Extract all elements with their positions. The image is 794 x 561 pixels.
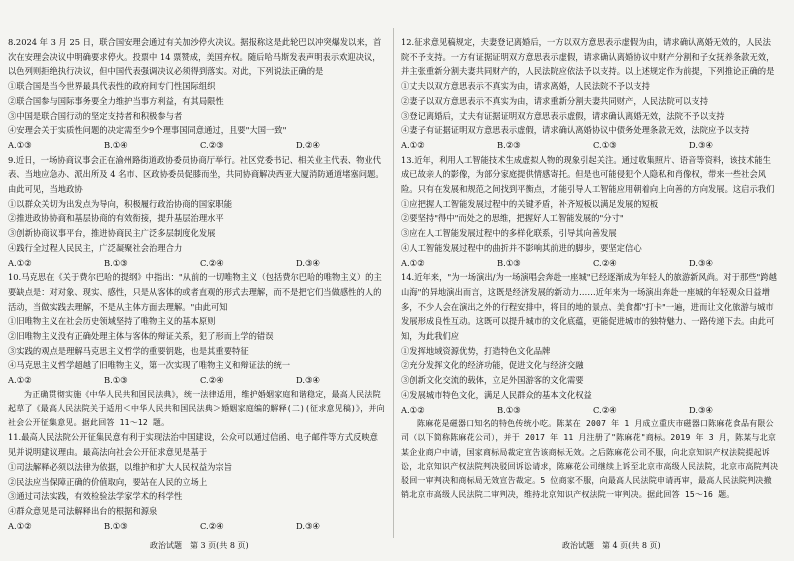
answer-choices	[401, 256, 779, 271]
answer-choices	[8, 256, 386, 271]
right-column	[401, 35, 779, 515]
question-9	[8, 153, 386, 271]
answer-choices	[8, 373, 386, 388]
choice-b: B.①③	[497, 404, 521, 415]
choice-d: D.③④	[296, 375, 320, 386]
option-1: ①联合国是当今世界最具代表性的政府间专门性国际组织	[8, 81, 216, 92]
page-divider	[393, 28, 394, 538]
option-3: ③应在人工智能发展过程中的多样化联系，引导其向善发展	[401, 228, 617, 239]
option-2: ②旧唯物主义没有正确处理主体与客体的辩证关系，犯了形而上学的错误	[8, 331, 274, 342]
choice-a: A.①②	[401, 139, 425, 150]
choice-d: D.③④	[296, 520, 320, 531]
question-stem: 13.近年，利用人工智能技术生成虚拟人物的现象引起关注。通过收集照片、语音等资料，该技术能生成已故亲人的影像，为部分家庭提供情感寄托。但是也可能侵犯个人隐私和肖像权，带来一些社会风险。只有在发展和规范之间找到平衡点，才能引导人工智能应用朝着向上向善的方向发展。这启示我们	[401, 154, 775, 195]
option-4: ④安理会关于实质性问题的决定需至少9个理事国同意通过，且要"大国一致"	[8, 125, 287, 136]
option-1: ①应把握人工智能发展过程中的关键矛盾，补齐短板以满足发展的短板	[401, 198, 659, 209]
choice-a: A.①②	[8, 375, 32, 386]
question-10	[8, 270, 386, 388]
left-column	[8, 35, 386, 531]
choice-c: C.②④	[200, 257, 224, 268]
reading-material: 陈麻花是磁器口知名的特色传统小吃。陈某在 2007 年 1 月成立重庆市磁器口陈麻花食品有限公司（以下简称陈麻花公司），并于 2017 年 11 月注册了"陈麻花"商标。2019 年 3 月，陈某与北京某企业商户中请，国家商标局裁定宣告该商标无效。之后陈麻花公司不服，向北京知识产权法院提起诉讼，北京知识产权法院判决驳回诉讼请求，陈麻花公司继续上诉至北京市高级人民法院，北京市高院判决驳回一审判决和商标局无效宣告裁定。5 位商家不服，向最高人民法院申请再审，最高人民法院判决撤销北京市高级人民法院二审判决，维持北京知识产权法院一审判决。据此回答 15～16 题。	[401, 419, 779, 500]
answer-choices	[401, 403, 779, 418]
reading-material: 为正确贯彻实施《中华人民共和国民法典》，统一法律适用，维护婚姻家庭和谐稳定，最高人民法院起草了《最高人民法院关于适用＜中华人民共和国民法典＞婚姻家庭编的解释(二)(征求意见稿)》，并向社会公开征集意见。据此回答 11～12 题。	[8, 389, 385, 428]
choice-a: A.①②	[401, 404, 425, 415]
question-stem: 9.近日，一场协商议事会正在渝州路街道政协委员协商厅举行。社区党委书记、相关业主代表、物业代表、当地应急办、派出所及 4 名市、区政协委员促膝而坐，共同协商解决西亚大厦消防通道堵塞问题。由此可见，当地政协	[8, 154, 384, 195]
question-13	[401, 153, 779, 271]
option-3: ③实践的观点是理解马克思主义哲学的重要钥匙，也是其重要特征	[8, 345, 249, 356]
choice-c: C.②④	[200, 520, 224, 531]
option-1: ①发挥地域资源优势，打造特色文化品牌	[401, 345, 551, 356]
choice-d: D.③④	[689, 404, 713, 415]
choice-a: A.①②	[8, 520, 32, 531]
choice-b: B.①③	[104, 257, 128, 268]
choice-a: A.①③	[8, 139, 32, 150]
question-11	[8, 430, 386, 533]
question-stem: 11.最高人民法院公开征集民意有利于实现法治中国建设，公众可以通过信函、电子邮件等方式反映意见并说明建议理由。最高法向社会公开征求意见是基于	[8, 432, 378, 458]
answer-choices	[8, 519, 386, 534]
choice-c: C.②④	[593, 404, 617, 415]
option-1: ①司法解释必须以法律为依据，以维护和扩大人民权益为宗旨	[8, 461, 233, 472]
option-4: ④人工智能发展过程中的曲折并不影响其前进的脚步，要坚定信心	[401, 242, 642, 253]
option-3: ③登记离婚后，丈夫有证据证明双方意思表示虚假，请求确认离婚无效，法院不予以支持	[401, 110, 725, 121]
option-4: ④妻子有证据证明双方意思表示虚假，请求确认离婚协议中债务处理条款无效，法院应予以支持	[401, 125, 750, 136]
choice-b: B.①③	[497, 257, 521, 268]
choice-d: D.②④	[296, 139, 320, 150]
option-2: ②要坚持"得中"而处之的思维，把握好人工智能发展的"分寸"	[401, 213, 624, 224]
question-stem: 12.征求意见稿规定，夫妻登记离婚后，一方以双方意思表示虚假为由，请求确认离婚无效的，人民法院不予支持。一方有证据证明双方意思表示虚假，请求确认离婚协议中财产分割和子女抚养条款无效，并主张重新分割夫妻共同财产的，人民法院应依法予以支持。以上述规定作为前提，下列推论正确的是	[401, 37, 775, 77]
choice-c: C.②④	[200, 375, 224, 386]
page-footer-right: 政治试题 第 4 页(共 8 页)	[562, 541, 661, 550]
option-2: ②民法应当保障正确的价值取向，要站在人民的立场上	[8, 476, 208, 487]
option-4: ④发展城市特色文化，满足人民群众的基本文化权益	[401, 389, 592, 400]
choice-d: D.③④	[689, 139, 713, 150]
question-8	[8, 35, 386, 153]
answer-choices	[8, 138, 386, 153]
choice-c: C.①③	[593, 139, 617, 150]
choice-b: B.①③	[104, 375, 128, 386]
question-12	[401, 35, 779, 153]
option-2: ②充分发挥文化的经济功能，促进文化与经济交融	[401, 360, 584, 371]
option-2: ②联合国参与国际事务要全力维护当事方利益，有其局限性	[8, 95, 224, 106]
choice-b: B.①④	[104, 139, 128, 150]
question-stem: 8.2024 年 3 月 25 日，联合国安理会通过有关加沙停火决议。据报称这是此轮巴以冲突爆发以来，首次在安理会决议中明确要求停火。投票中 14 票赞成，美国弃权。随后哈马斯发表声明表示欢迎决议，以色列则拒绝执行决议，但中国代表强调决议必须得到落实。对此，下列说法正确的是	[8, 37, 382, 77]
page-footer-left: 政治试题 第 3 页(共 8 页)	[150, 541, 249, 550]
option-1: ①以群众关切为出发点为导向，积极履行政治协商的国家职能	[8, 198, 233, 209]
option-3: ③中国是联合国行动的坚定支持者和积极参与者	[8, 110, 183, 121]
choice-c: C.②④	[593, 257, 617, 268]
option-3: ③创新协商议事平台，推进协商民主广泛多层制度化发展	[8, 228, 216, 239]
option-1: ①丈夫以双方意思表示不真实为由，请求离婚，人民法院不予以支持	[401, 81, 650, 92]
choice-b: B.②③	[497, 139, 521, 150]
question-14	[401, 270, 779, 417]
choice-d: D.③④	[296, 257, 320, 268]
question-stem: 10.马克思在《关于费尔巴哈的提纲》中指出："从前的一切唯物主义（包括费尔巴哈的唯物主义）的主要缺点是：对对象、现实、感性，只是从客体的或者直观的形式去理解，而不是把它们当做感性的人的活动，当做实践去理解，不是从主体方面去理解。"由此可知	[8, 272, 382, 312]
option-1: ①旧唯物主义在社会历史领域坚持了唯物主义的基本原则	[8, 316, 216, 327]
option-3: ③通过司法实践，有效检验法学家学术的科学性	[8, 491, 183, 502]
option-4: ④群众意见是司法解释出台的根据和源泉	[8, 506, 158, 516]
question-stem: 14.近年来，"为一场演出/为一场演唱会奔赴一座城"已经逐渐成为年轻人的旅游新风尚。对于那些"跨越山海"的异地演出而言，这既是经济发展的新动力……近年来为一场演出奔赴一座城的年轻观众日益增多，不少人会在演出之外的行程安排中，将目的地的景点、美食都"打卡"一遍，进而让文化旅游与城市发展形成良性互动。这既可以提升城市的文化底蕴，更能促进城市的独特魅力、一路传递下去。由此可知，为此我们应	[401, 272, 777, 342]
choice-d: D.③④	[689, 257, 713, 268]
option-4: ④马克思主义哲学超越了旧唯物主义，第一次实现了唯物主义和辩证法的统一	[8, 360, 291, 371]
option-2: ②妻子以双方意思表示不真实为由，请求重新分割夫妻共同财产，人民法院可以支持	[401, 95, 708, 106]
choice-a: A.①②	[401, 257, 425, 268]
answer-choices	[401, 138, 779, 153]
choice-c: C.②③	[200, 139, 224, 150]
option-4: ④践行全过程人民民主，广泛凝聚社会治理合力	[8, 242, 183, 253]
option-2: ②推进政协协商和基层协商的有效衔接，提升基层治理水平	[8, 213, 224, 224]
option-3: ③创新文化交流的载体，立足外国游客的文化需要	[401, 375, 584, 386]
choice-a: A.①②	[8, 257, 32, 268]
choice-b: B.①③	[104, 520, 128, 531]
